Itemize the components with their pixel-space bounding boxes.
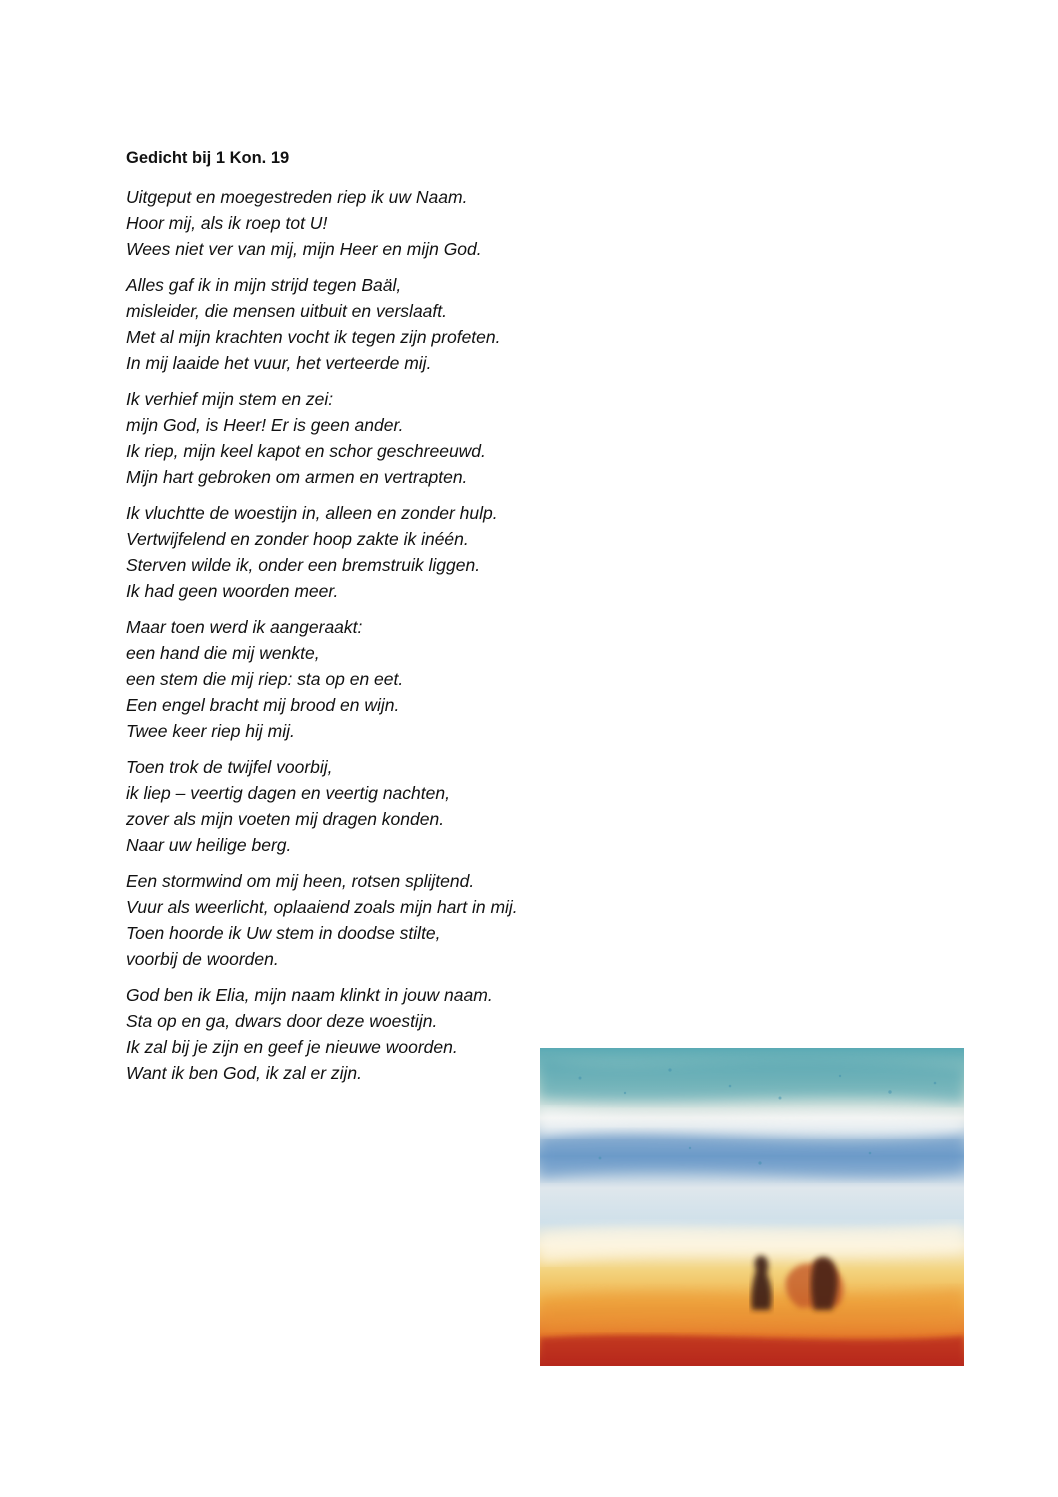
poem-line: Ik zal bij je zijn en geef je nieuwe woorden. [126,1037,458,1057]
poem-line: Sterven wilde ik, onder een bremstruik liggen. [126,555,481,575]
poem-line: Vuur als weerlicht, oplaaiend zoals mijn hart in mij. [126,897,518,917]
poem-line: Ik verhief mijn stem en zei: [126,389,334,409]
poem-line: Naar uw heilige berg. [126,835,292,855]
stanza [126,614,686,744]
poem-line: Want ik ben God, ik zal er zijn. [126,1063,363,1083]
poem-line: In mij laaide het vuur, het verteerde mij. [126,353,432,373]
poem-line: Een engel bracht mij brood en wijn. [126,695,400,715]
desert-painting-svg [540,1048,964,1366]
poem-line: mijn God, is Heer! Er is geen ander. [126,415,404,435]
poem-line: Wees niet ver van mij, mijn Heer en mijn God. [126,239,482,259]
poem-line: misleider, die mensen uitbuit en verslaaft. [126,301,447,321]
poem-line: voorbij de woorden. [126,949,279,969]
poem-title: Gedicht bij 1 Kon. 19 [126,149,290,167]
red-earth-band [540,1335,964,1366]
poem-line: ik liep – veertig dagen en veertig nachten, [126,783,450,803]
poem-line: Mijn hart gebroken om armen en vertrapten. [126,467,468,487]
poem-line: Toen trok de twijfel voorbij, [126,757,333,777]
poem-line: Hoor mij, als ik roep tot U! [126,213,328,233]
stanza [126,868,686,972]
poem-line: Sta op en ga, dwars door deze woestijn. [126,1011,438,1031]
poem-line: Maar toen werd ik aangeraakt: [126,617,363,637]
poem-line: Uitgeput en moegestreden riep ik uw Naam. [126,187,468,207]
poem-line: Ik vluchtte de woestijn in, alleen en zonder hulp. [126,503,498,523]
poem-line: God ben ik Elia, mijn naam klinkt in jouw naam. [126,985,493,1005]
poem-line: Alles gaf ik in mijn strijd tegen Baäl, [126,275,402,295]
stanza [126,386,686,490]
stanza [126,500,686,604]
poem-line: een stem die mij riep: sta op en eet. [126,669,404,689]
poem-line: Twee keer riep hij mij. [126,721,295,741]
poem-line: een hand die mij wenkte, [126,643,320,663]
poem-body [126,184,686,1096]
desert-painting [540,1048,964,1366]
poem-line: Met al mijn krachten vocht ik tegen zijn profeten. [126,327,501,347]
stanza [126,272,686,376]
poem-line: Vertwijfelend en zonder hoop zakte ik inéén. [126,529,469,549]
poem-line: Ik riep, mijn keel kapot en schor geschreeuwd. [126,441,486,461]
stanza [126,184,686,262]
poem-line: Een stormwind om mij heen, rotsen splijtend. [126,871,475,891]
poem-line: zover als mijn voeten mij dragen konden. [126,809,445,829]
poem-line: Toen hoorde ik Uw stem in doodse stilte, [126,923,441,943]
stanza [126,754,686,858]
cloaked-figure-dark [811,1257,838,1310]
poem-line: Ik had geen woorden meer. [126,581,339,601]
